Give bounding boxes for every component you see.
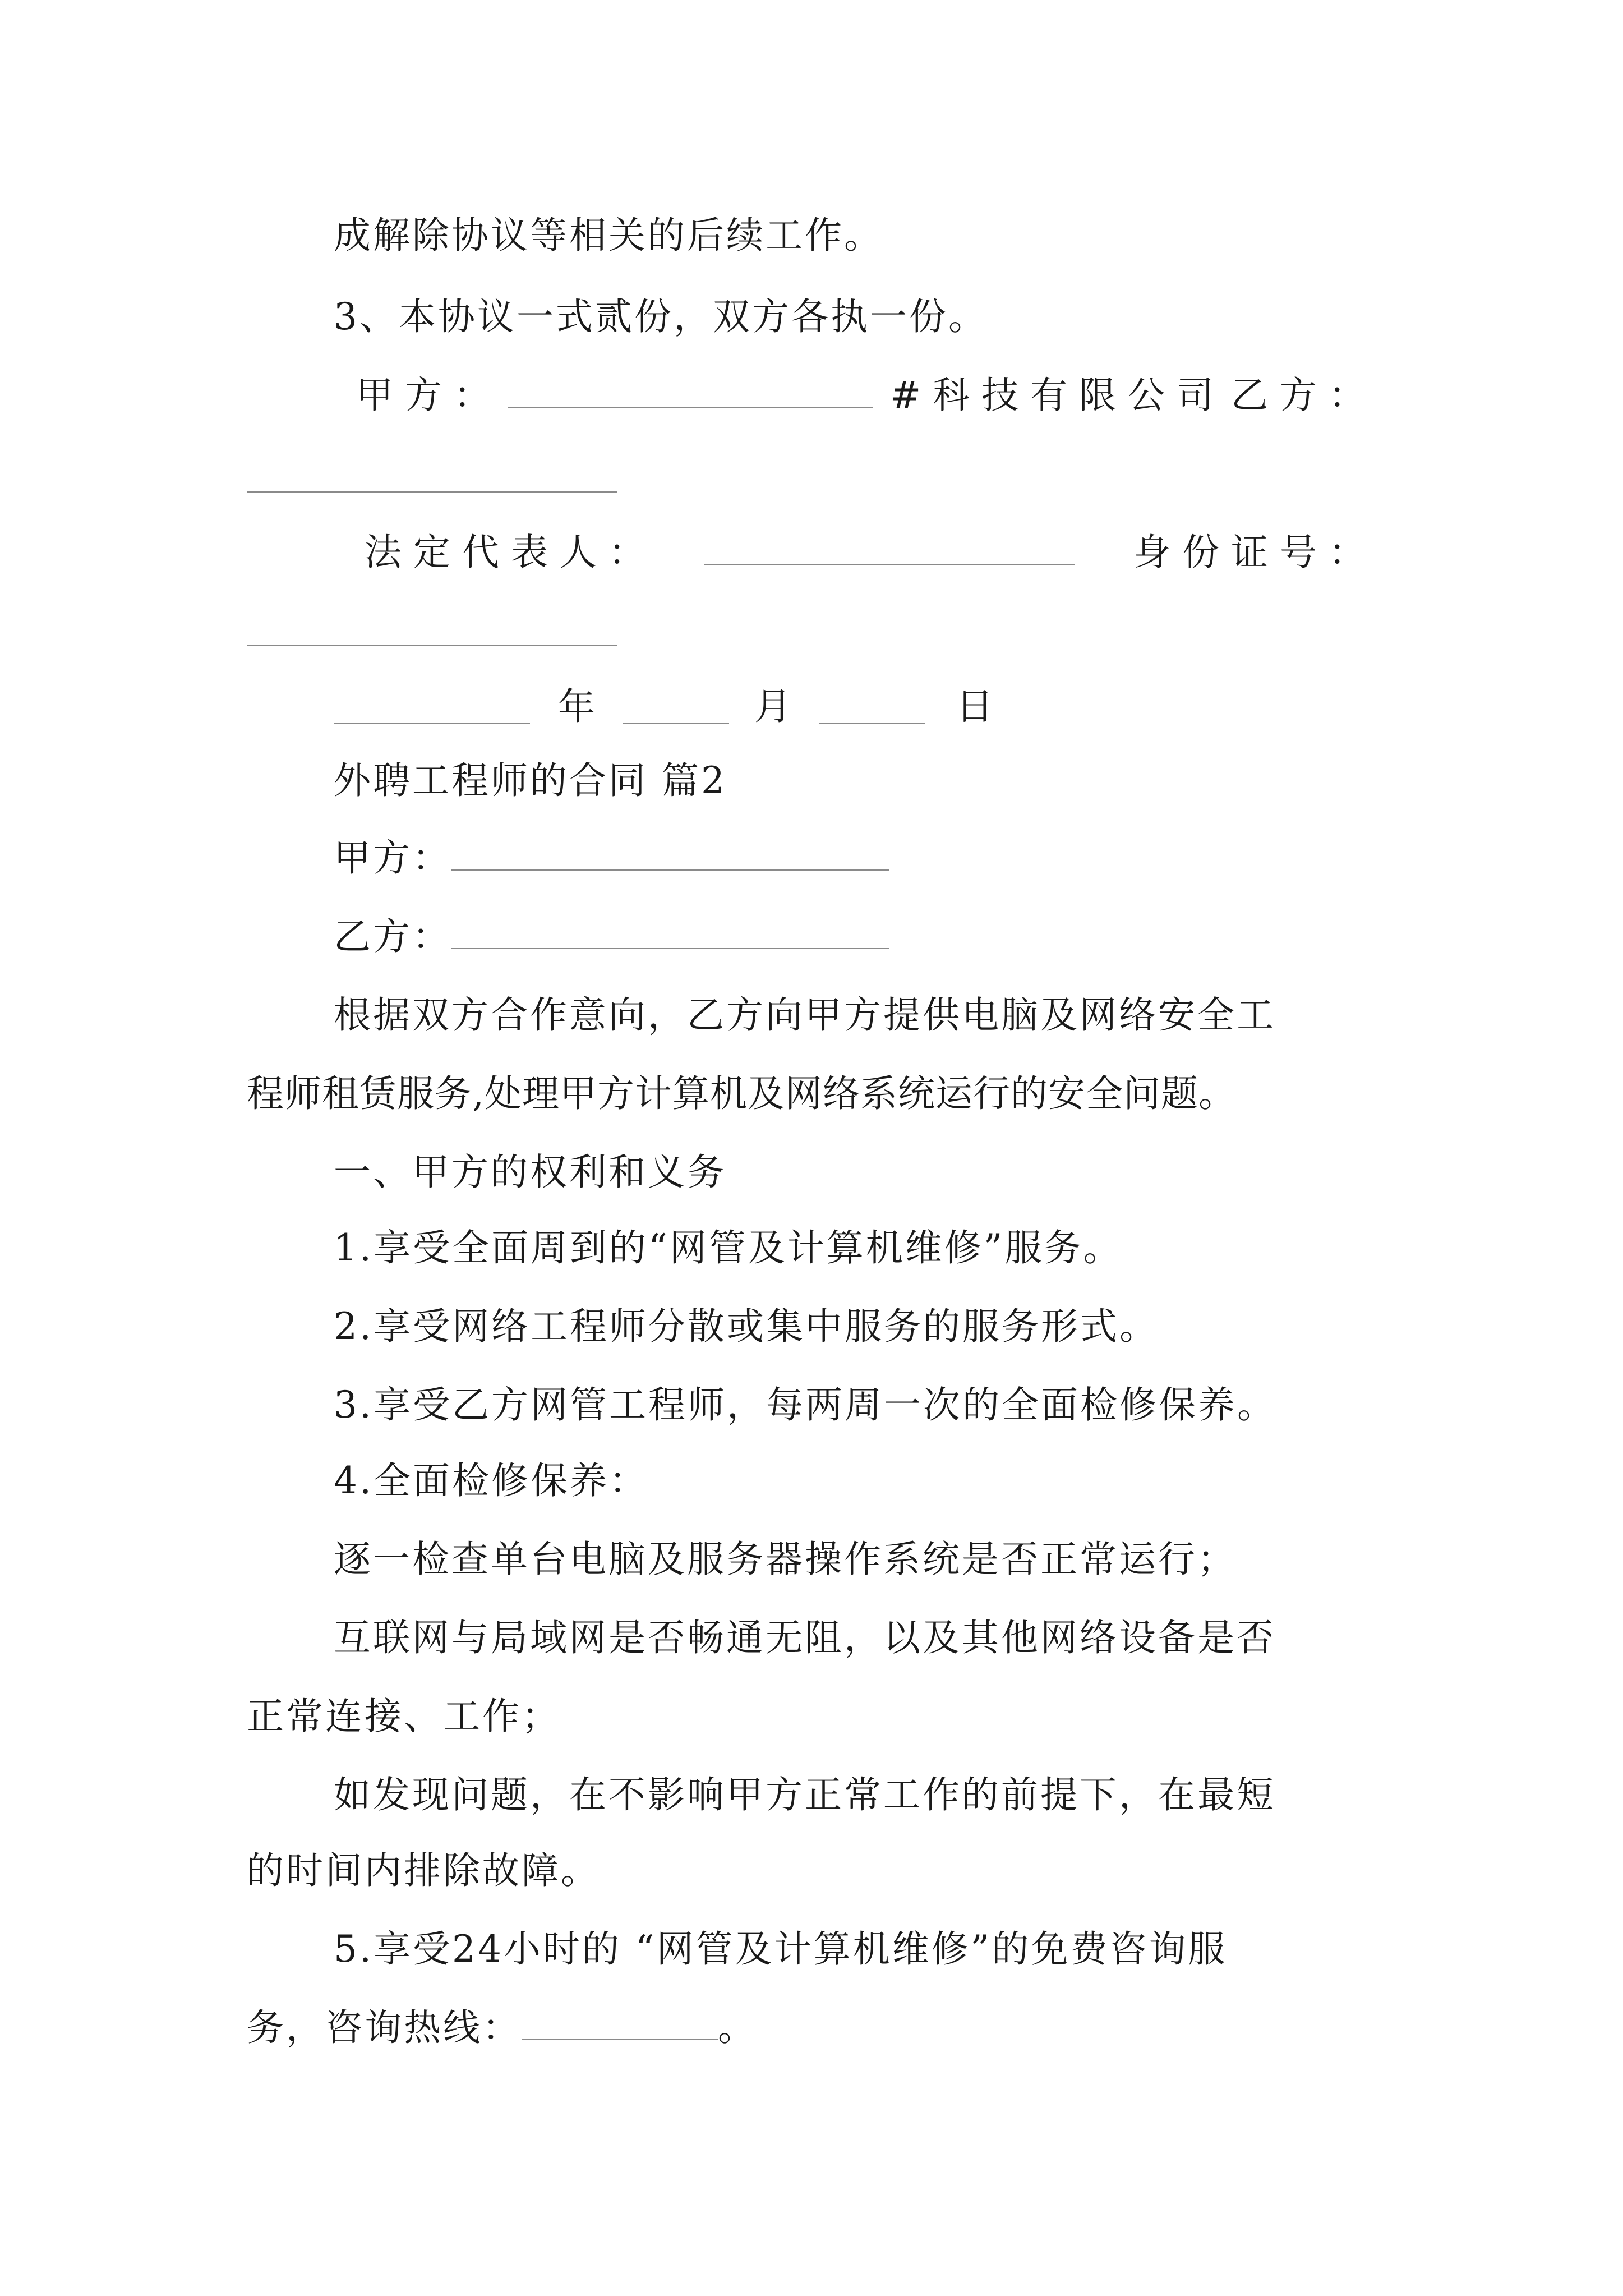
paragraph-copies-clause: 3、本协议一式贰份，双方各执一份。 [334,295,988,338]
party-a-short-label: 甲方： [334,836,451,880]
intro-paragraph-line1: 根据双方合作意向，乙方向甲方提供电脑及网络安全工 [334,993,1276,1037]
heading-party-a-rights: 一、甲方的权利和义务 [334,1151,726,1194]
signature-line-legal-rep [365,530,1366,575]
legal-rep-blank [704,531,1075,565]
year-label: 年 [558,685,597,728]
intro-paragraph-line2: 程师租赁服务,处理甲方计算机及网络系统运行的安全问题。 [247,1072,1236,1115]
list-item-1: 1.享受全面周到的“网管及计算机维修”服务。 [334,1226,1123,1269]
day-blank [819,723,925,724]
check-item-1: 逐一检查单台电脑及服务器操作系统是否正常运行； [334,1538,1237,1581]
list-item-5-line1: 5.享受24小时的 “网管及计算机维修”的免费咨询服 [334,1927,1228,1971]
paragraph-continuation: 成解除协议等相关的后续工作。 [334,214,883,257]
party-a-short-blank [451,837,889,871]
list-item-3: 3.享受乙方网管工程师，每两周一次的全面检修保养。 [334,1383,1276,1427]
signature-line-party-a [356,373,1366,418]
party-a-line [334,836,889,881]
month-label: 月 [754,685,794,728]
year-blank [334,723,530,724]
id-number-label: 身 份 证 号 ： [1133,531,1366,574]
hotline-period: 。 [718,2006,757,2049]
section-title: 外聘工程师的合同 篇2 [334,759,727,802]
check-item-2-line1: 互联网与局域网是否畅通无阻，以及其他网络设备是否 [334,1616,1276,1659]
party-a-company: # 科 技 有 限 公 司 [889,374,1214,417]
list-item-5-line2 [247,2005,757,2050]
check-item-2-line2: 正常连接、工作； [247,1695,561,1738]
party-b-blank [247,491,617,493]
check-item-3-line2: 的时间内排除故障。 [247,1849,600,1892]
month-blank [623,723,729,724]
list-item-4: 4.全面检修保养： [334,1459,648,1502]
id-number-blank [247,645,617,646]
legal-rep-label: 法 定 代 表 人 ： [365,531,645,574]
day-label: 日 [956,685,995,728]
hotline-blank [522,2007,718,2040]
party-b-short-label: 乙方： [334,915,451,958]
party-a-label: 甲 方 ： [356,374,491,417]
party-b-short-blank [451,915,889,949]
party-a-blank [508,374,873,408]
check-item-3-line1: 如发现问题，在不影响甲方正常工作的前提下，在最短 [334,1773,1276,1816]
party-b-label: 乙 方 ： [1231,374,1366,417]
party-b-line [334,914,889,959]
list-item-2: 2.享受网络工程师分散或集中服务的服务形式。 [334,1305,1159,1348]
hotline-label: 务，咨询热线： [247,2006,522,2049]
